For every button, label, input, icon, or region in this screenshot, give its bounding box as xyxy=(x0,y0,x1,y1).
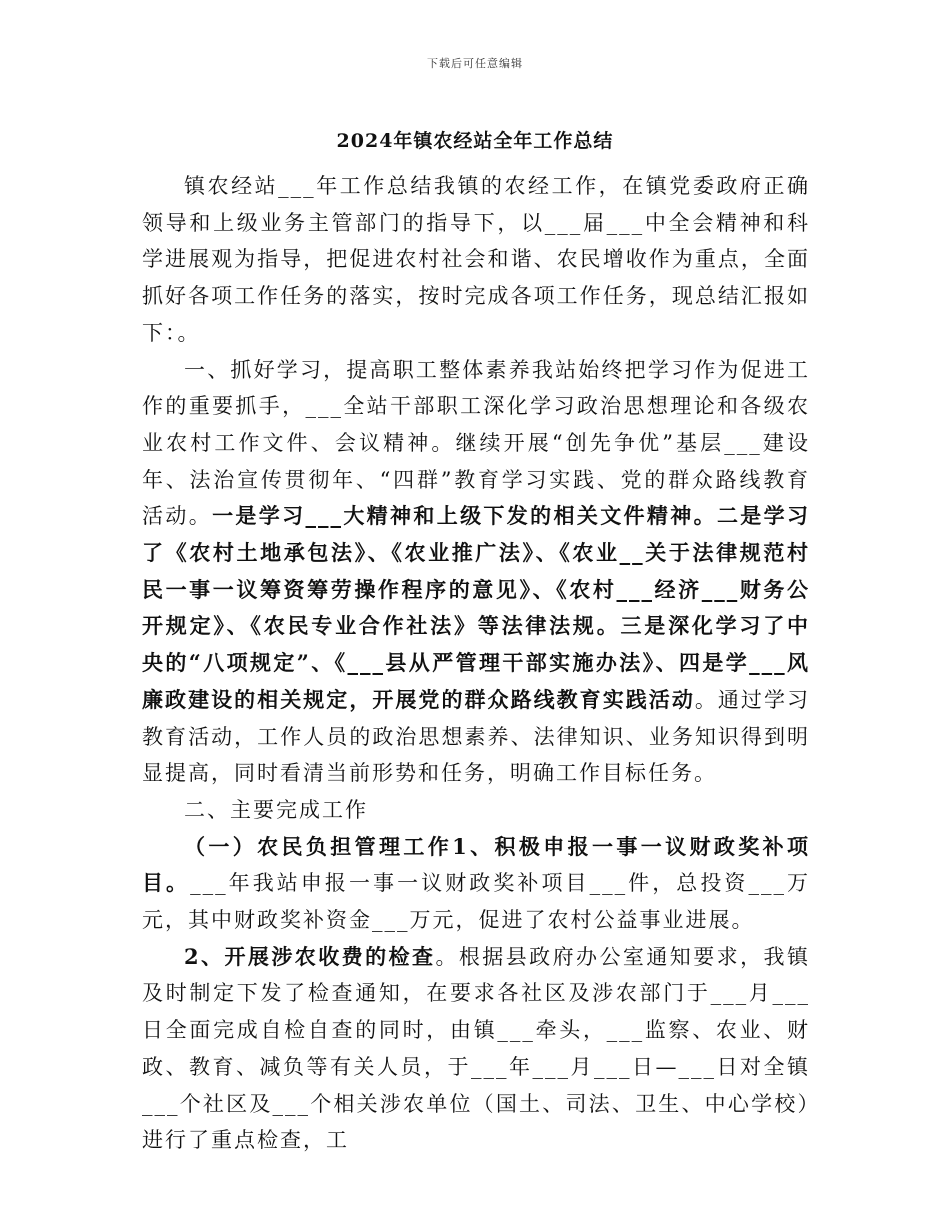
burden-paragraph-text: ___年我站申报一事一议财政奖补项目___件，总投资___万元，其中财政奖补资金___万元，促进了农村公益事业进展。 xyxy=(142,871,811,933)
study-paragraph-text: 一、抓好学习，提高职工整体素养我站始终把学习作为促进工作的重要抓手，___全站干部职工深化学习政治思想理论和各级农业农村工作文件、会议精神。继续开展“创先争优”基层___建设年、法治宣传贯彻年、“四群”教育学习实践、党的群众路线教育活动。 xyxy=(142,357,810,529)
document-body xyxy=(142,168,810,1159)
section-heading: 二、主要完成工作 xyxy=(184,797,368,822)
inspection-paragraph-text: 。根据县政府办公室通知要求，我镇及时制定下发了检查通知，在要求各社区及涉农部门于___月___日全面完成自检自查的同时，由镇___牵头，___监察、农业、财政、教育、减负等有关人员，于___年___月___日—___日对全镇___个社区及___个相关涉农单位（国土、司法、卫生、中心学校）进行了重点检查，工 xyxy=(142,944,810,1153)
burden-subheading: （一）农民负担管理工作1、积极申报一事一议财政奖补项目。 xyxy=(142,833,810,896)
document-title: 2024年镇农经站全年工作总结 xyxy=(336,130,614,152)
study-paragraph-tail: 。通过学习教育活动，工作人员的政治思想素养、法律知识、业务知识得到明显提高，同时看清当前形势和任务，明确工作目标任务。 xyxy=(142,687,811,786)
study-paragraph xyxy=(142,352,810,792)
study-paragraph-bold-text: 一是学习___大精神和上级下发的相关文件精神。二是学习了《农村土地承包法》、《农业推广法》、《农业__关于法律规范村民一事一议筹资筹劳操作程序的意见》、《农村___经济___财务公开规定》、《农民专业合作社法》等法律法规。三是深化学习了中央的“八项规定”、《___县从严管理干部实施办法》、四是学___风廉政建设的相关规定，开展党的群众路线教育实践活动 xyxy=(142,503,811,712)
burden-paragraph xyxy=(142,829,810,939)
header-note: 下载后可任意编辑 xyxy=(427,57,523,70)
inspection-paragraph xyxy=(142,939,810,1159)
intro-paragraph: 镇农经站___年工作总结我镇的农经工作，在镇党委政府正确领导和上级业务主管部门的指导下，以___届___中全会精神和科学进展观为指导，把促进农村社会和谐、农民增收作为重点，全面抓好各项工作任务的落实，按时完成各项工作任务，现总结汇报如下：。 xyxy=(142,174,810,345)
inspection-subheading: 2、开展涉农收费的检查 xyxy=(184,943,436,969)
